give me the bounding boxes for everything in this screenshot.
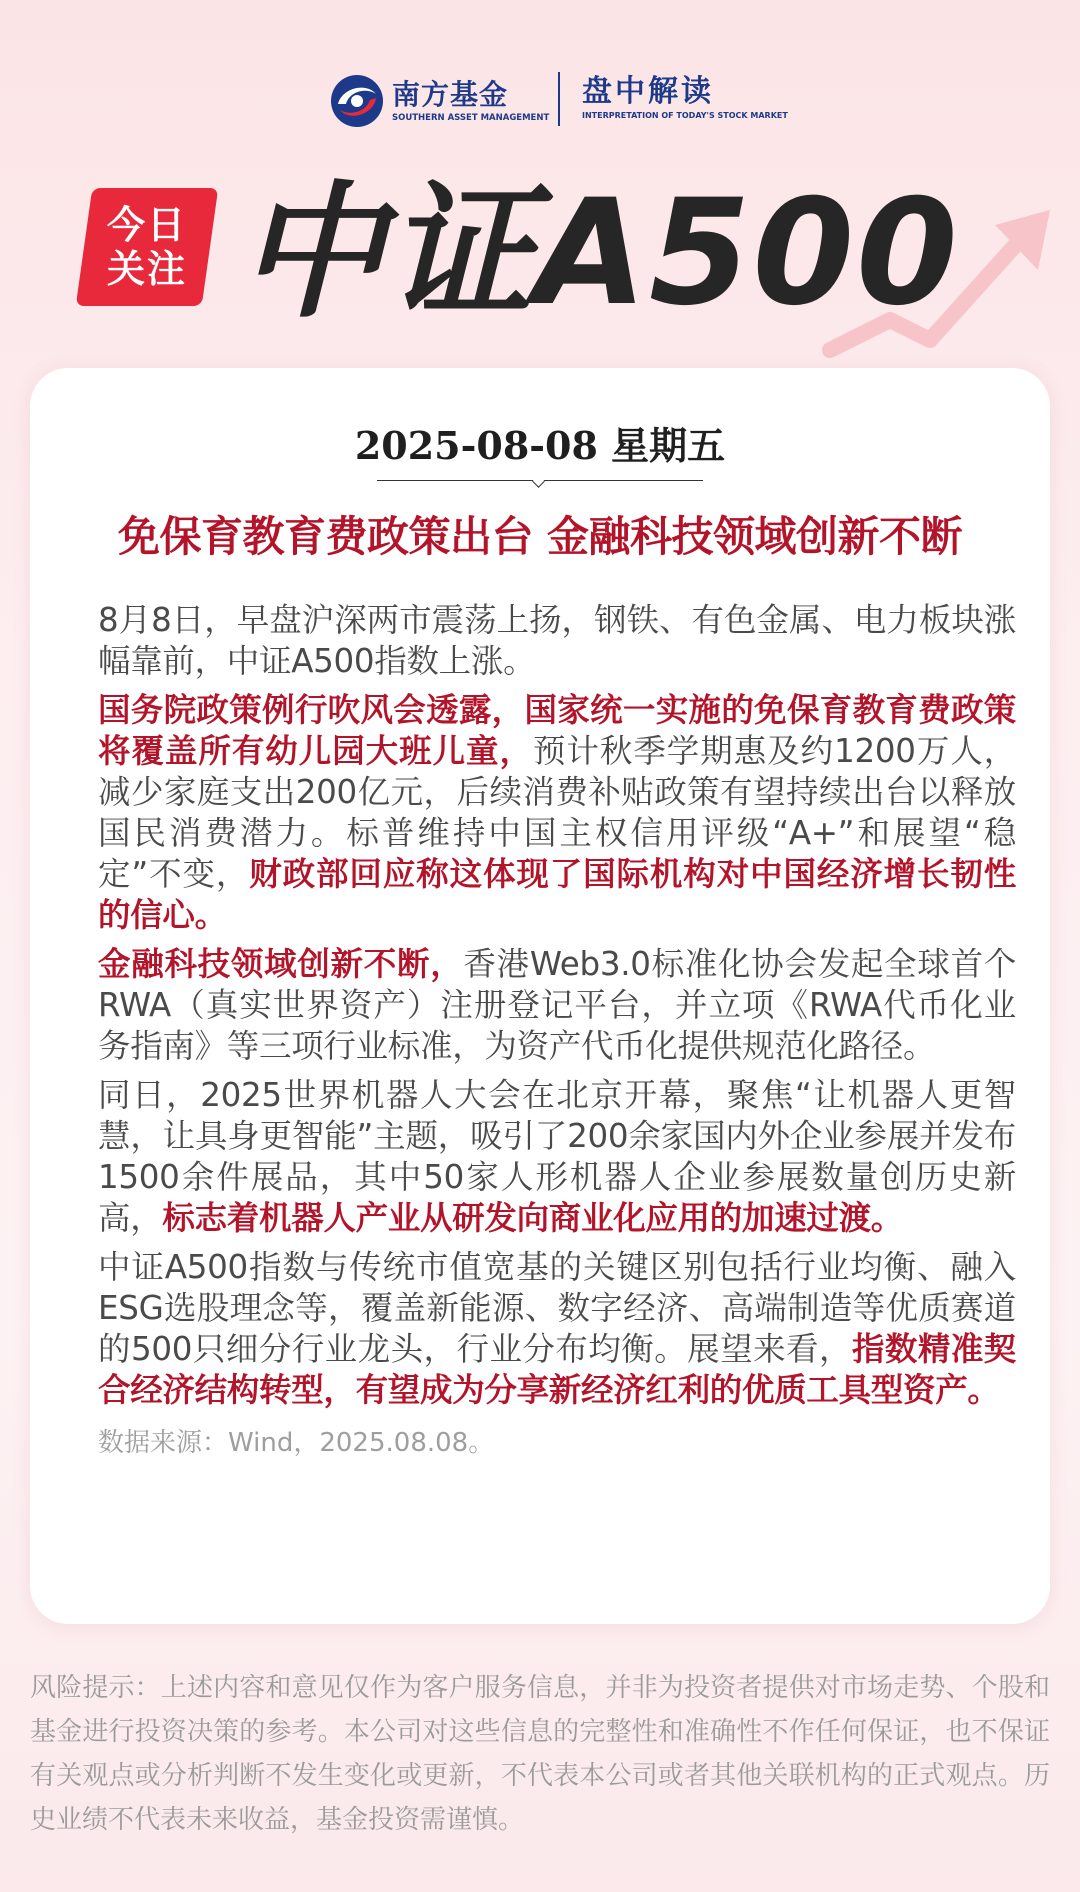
header-divider (558, 72, 560, 126)
today-focus-badge (84, 188, 210, 306)
data-source: 数据来源：Wind，2025.08.08。 (98, 1428, 495, 1458)
body-text: 8月8日，早盘沪深两市震荡上扬，钢铁、有色金属、电力板块涨幅靠前，中证A500指数上涨。 (98, 601, 1016, 680)
highlight-text: 指数精准契合经济结构转型，有望成为分享新经济红利的优质工具型资产。 (98, 1330, 1016, 1409)
paragraph (98, 690, 1016, 936)
page-title: 中证A500 (238, 168, 960, 338)
highlight-text: 财政部回应称这体现了国际机构对中国经济增长韧性的信心。 (98, 855, 1016, 934)
column-name-en: INTERPRETATION OF TODAY'S STOCK MARKET (582, 111, 788, 120)
southern-fund-logo (330, 74, 549, 128)
risk-disclaimer: 风险提示：上述内容和意见仅作为客户服务信息，并非为投资者提供对市场走势、个股和基金进行投资决策的参考。本公司对这些信息的完整性和准确性不作任何保证，也不保证有关观点或分析判断不发生变化或更新，不代表本公司或者其他关联机构的正式观点。历史业绩不代表未来收益，基金投资需谨慎。 (30, 1673, 1050, 1835)
paragraph (98, 600, 1016, 682)
body-text: 中证A500指数与传统市值宽基的关键区别包括行业均衡、融入ESG选股理念等，覆盖新能源、数字经济、高端制造等优质赛道的500只细分行业龙头，行业分布均衡。展望来看， (98, 1248, 1016, 1368)
date-caret (532, 475, 545, 488)
highlight-text: 国务院政策例行吹风会透露，国家统一实施的免保育教育费政策将覆盖所有幼儿园大班儿童， (98, 691, 1016, 770)
column-name-cn: 盘中解读 (582, 74, 714, 109)
highlight-text: 金融科技领域创新不断， (98, 945, 464, 983)
body-text: 同日，2025世界机器人大会在北京开幕，聚焦“让机器人更智慧，让具身更智能”主题，吸引了200余家国内外企业参展并发布1500余件展品，其中50家人形机器人企业参展数量创历史新高， (98, 1076, 1016, 1237)
badge-line-2: 关注 (106, 247, 187, 291)
brand-name-en: SOUTHERN ASSET MANAGEMENT (392, 113, 550, 123)
content-card (30, 368, 1050, 1624)
column-logo (582, 74, 788, 122)
brand-name-cn: 南方基金 (392, 78, 509, 111)
paragraph (98, 944, 1016, 1067)
date-label: 2025-08-08 星期五 (354, 423, 726, 468)
brand-swirl-icon (330, 74, 384, 128)
paragraph (98, 1247, 1016, 1411)
badge-line-1: 今日 (106, 203, 187, 247)
header (0, 70, 1080, 130)
body-text: 香港Web3.0标准化协会发起全球首个RWA（真实世界资产）注册登记平台，并立项《RWA代币化业务指南》等三项行业标准，为资产代币化提供规范化路径。 (98, 945, 1017, 1065)
highlight-text: 标志着机器人产业从研发向商业化应用的加速过渡。 (162, 1199, 904, 1237)
body-text: 预计秋季学期惠及约1200万人，减少家庭支出200亿元，后续消费补贴政策有望持续出台以释放国民消费潜力。标普维持中国主权信用评级“A+”和展望“稳定”不变， (98, 732, 1016, 893)
headline: 免保育教育费政策出台 金融科技领域创新不断 (117, 512, 963, 561)
paragraph (98, 1075, 1016, 1239)
article-body (98, 600, 1016, 1461)
